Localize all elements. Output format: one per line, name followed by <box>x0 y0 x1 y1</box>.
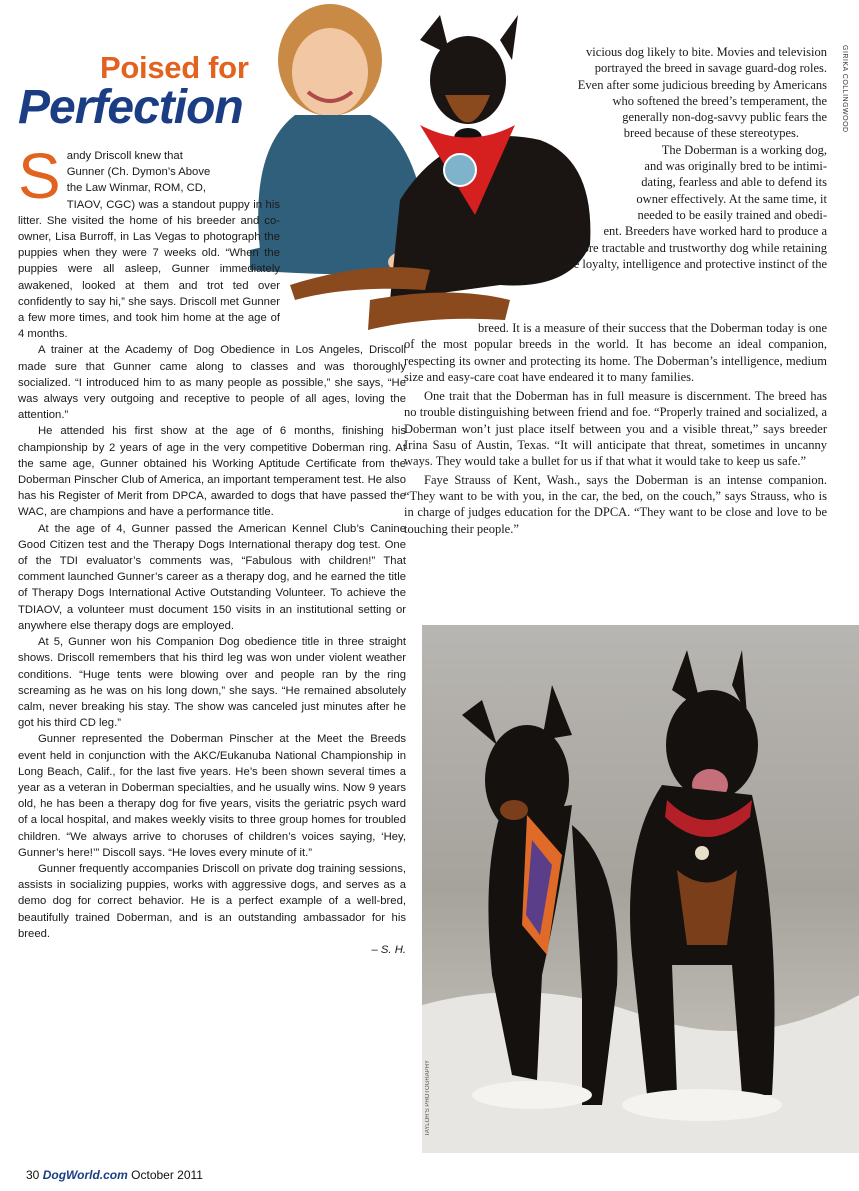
paragraph-discernment: One trait that the Doberman has in full measure is discernment. The breed has no trouble distinguishing between friend and foe. “Properly trained and socialized, a Doberman won’t just place itself between you and a visible threat,” says breeder Irina Sasu of Austin, Texas. “It will anticipate that threat, sometimes in uncanny ways. They would take a bullet for us if that what it would take to keep us safe.” <box>404 389 827 469</box>
text-line: and was originally bred to be intimi- <box>644 159 827 174</box>
paragraph-2: A trainer at the Academy of Dog Obedience in Los Angeles, Driscoll made sure that Gunner came along to classes and was thoroughly socialized. “I introduced him to as many people as possible,” she says, “He was always very outgoing and receptive to people of all ages, loving the attention.” <box>18 344 406 422</box>
lead-line: the Law Winmar, ROM, CD, <box>66 182 207 195</box>
right-column-top <box>415 44 827 272</box>
text-line: The Doberman is a working dog, <box>661 142 827 157</box>
text-line: who softened the breed’s temperament, the <box>612 93 827 108</box>
issue-date: October 2011 <box>131 1168 203 1182</box>
text-line: owner effectively. At the same time, it <box>636 191 827 206</box>
paragraph-strauss: Faye Strauss of Kent, Wash., says the Doberman is an intense companion. “They want to be with you, in the car, the bed, on the couch,” says Strauss, who is in charge of judges education for the DPCA. “They want to be close and love to be touching their people.” <box>404 472 827 536</box>
lead-paragraph <box>18 140 258 212</box>
paragraph-5: At 5, Gunner won his Companion Dog obedience title in three straight shows. Driscoll remembers that his third leg was won under violent weather conditions. “Huge tents were blowing over and people ran by the ring screaming as he was on his long down,” she says. “He remained absolutely calm, never breaking his stay. The show was canceled just minutes after he got his third CD leg.” <box>18 636 406 730</box>
page-number: 30 <box>26 1168 40 1182</box>
right-column-body <box>404 320 827 537</box>
title-line-1: Poised for <box>100 50 249 85</box>
photo-credit-bottom: TAYLOR'S PHOTOGRAPHY <box>425 1060 431 1137</box>
paragraph-6: Gunner represented the Doberman Pinscher at the Meet the Breeds event held in conjunction with the AKC/Eukanuba National Championship in Long Beach, Calif., for the last five years. He’s been shown several times a year as a veteran in Doberman specialties, and he usually wins. Now 9 years old, he has been a therapy dog for five years, visits the geriatric psych ward of a local hospital, and makes weekly visits to three group homes for troubled children. “We always arrive to choruses of children’s voices saying, ‘Hey, Gunner’s here!’” Discoll says. “He loves every minute of it.” <box>18 733 406 859</box>
text-line: more tractable and trustworthy dog while retaining <box>572 240 827 255</box>
paragraph-breed: breed. It is a measure of their success that the Doberman today is one of the most popular breeds in the world. It has become an ideal companion, respecting its owner and protecting its home. The Doberman’s intelligence, medium size and easy-care coat have endeared it to many families. <box>404 321 827 384</box>
text-line: breed because of these stereotypes. <box>623 126 799 141</box>
paragraph-7: Gunner frequently accompanies Driscoll on private dog training sessions, assists in socializing puppies, works with aggressive dogs, and serves as a demo dog for correct behavior. He is a perfect example of a well-bred, beautifully trained Doberman, and is an outstanding ambassador for his breed. <box>18 862 406 940</box>
text-line: vicious dog likely to bite. Movies and television <box>586 45 827 59</box>
paragraph-1: TIAOV, CGC) was a standout puppy in his litter. She visited the home of his breeder and co-owner, Lisa Burroff, in Las Vegas to photograph the puppies when they were 7 weeks old. “When the puppies were all asleep, Gunner immediately awakened, looked at them and trot ted over confidently to say hi,” she says. Driscoll met Gunner a few more times, and took him home at the age of 4 months. <box>18 198 280 341</box>
magazine-brand: DogWorld.com <box>42 1168 128 1182</box>
title-line-2: Perfection <box>18 81 243 134</box>
signoff: – S. H. <box>371 943 406 956</box>
text-line: dating, fearless and able to defend its <box>641 175 827 190</box>
text-line: generally non-dog-savvy public fears the <box>622 110 827 125</box>
photo-credit-top: GIRIKA COLLINGWOOD <box>841 45 848 133</box>
left-column <box>18 140 406 958</box>
drop-cap: S <box>18 140 61 212</box>
text-line: Even after some judicious breeding by Americans <box>577 77 827 92</box>
lead-line: Gunner (Ch. Dymon’s Above <box>66 166 211 179</box>
lead-line: andy Driscoll knew that <box>66 150 183 162</box>
paragraph-3: He attended his first show at the age of 6 months, finishing his championship by 2 years of age in the very competitive Doberman ring. At the same age, Gunner obtained his Working Aptitude Certificate from the Doberman Pinscher Club of America, an important temperament test. He also has his Register of Merit from DPCA, awarded to dogs that have passed the WAC, are champions and have a performance title. <box>18 425 406 519</box>
page-footer <box>26 1168 203 1182</box>
two-dobermans-beach-photo <box>422 625 859 1153</box>
text-line: the loyalty, intelligence and protective instinct of the <box>564 256 827 271</box>
text-line: portrayed the breed in savage guard-dog roles. <box>594 61 827 76</box>
text-line: needed to be easily trained and obedi- <box>637 207 827 222</box>
text-line: ent. Breeders have worked hard to produce a <box>603 224 827 239</box>
paragraph-4: At the age of 4, Gunner passed the American Kennel Club’s Canine Good Citizen test and the Therapy Dogs International therapy dog test. One of the TDI evaluator’s comments was, “Fabulous with children!” That comment launched Gunner’s career as a therapy dog, and he earned the title of Therapy Dogs International Active Outstanding Volunteer. To achieve the TDIAOV, a volunteer must document 150 visits in an institutional setting or anywhere else therapy dogs are employed. <box>18 522 406 632</box>
